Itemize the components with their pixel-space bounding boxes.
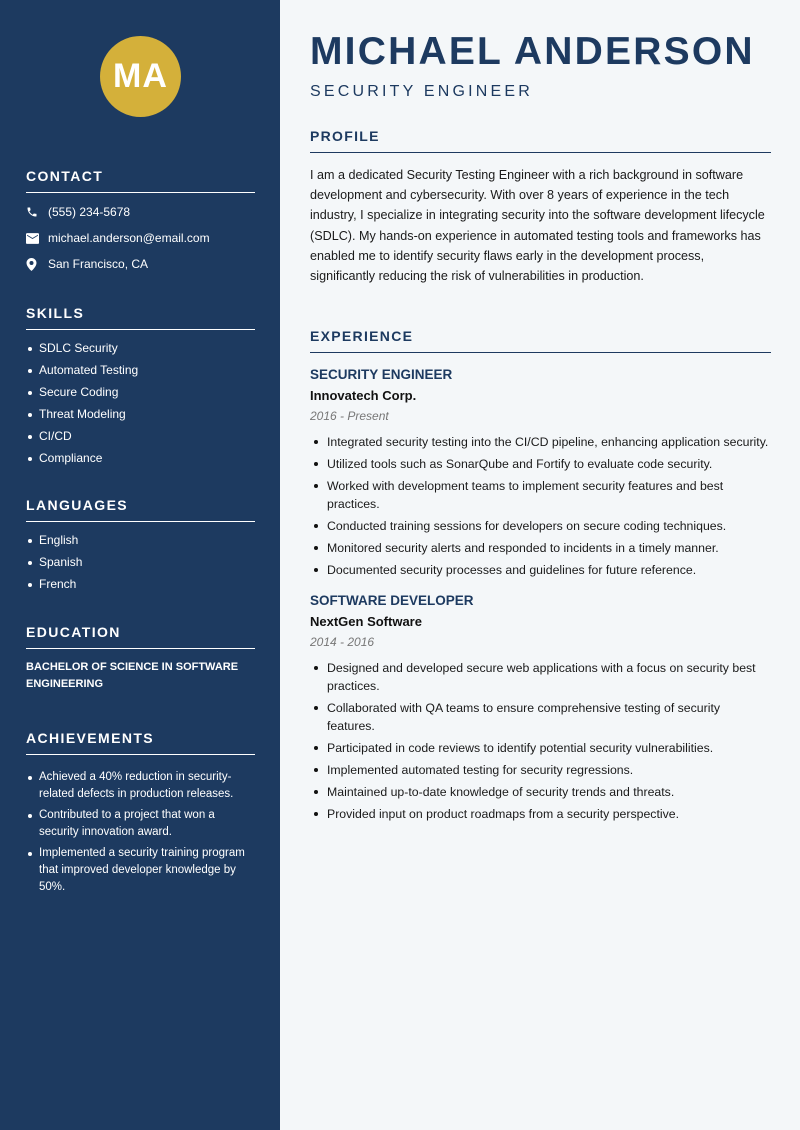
education-degree: BACHELOR OF SCIENCE IN SOFTWARE ENGINEERING [26, 661, 239, 690]
location-pin-icon [26, 258, 48, 271]
job-entry [310, 593, 771, 823]
contact-heading: CONTACT [26, 168, 255, 193]
skill-item: SDLC Security [26, 340, 255, 357]
job-bullet: Provided input on product roadmaps from a security perspective. [310, 805, 771, 823]
job-title: SECURITY ENGINEER [310, 367, 453, 382]
job-bullet: Worked with development teams to implement security features and best practices. [310, 477, 771, 513]
job-bullet: Documented security processes and guidelines for future reference. [310, 561, 771, 579]
skills-section [26, 305, 255, 472]
education-heading: EDUCATION [26, 624, 255, 649]
contact-phone-text: (555) 234-5678 [48, 205, 131, 219]
profile-heading: PROFILE [310, 128, 771, 153]
contact-email [26, 229, 255, 247]
job-bullet: Implemented automated testing for security regressions. [310, 761, 771, 779]
job-bullets [310, 659, 771, 823]
language-item: Spanish [26, 554, 255, 571]
avatar-initials: MA [100, 36, 181, 117]
contact-location-text: San Francisco, CA [48, 257, 149, 271]
skill-item: Threat Modeling [26, 406, 255, 423]
phone-icon [26, 206, 48, 218]
language-item: English [26, 532, 255, 549]
achievements-heading: ACHIEVEMENTS [26, 730, 255, 755]
email-icon [26, 233, 48, 244]
profile-section [310, 128, 771, 286]
profile-text: I am a dedicated Security Testing Engineer with a rich background in software development and cybersecurity. With over 8 years of experience in the tech industry, I specialize in integrating security into the software development lifecycle (SDLC). My hands-on experience in automated testing tools and frameworks has enabled me to identify security flaws early in the development process, significantly reducing the risk of vulnerabilities in production. [310, 168, 765, 284]
experience-section [310, 328, 771, 827]
achievements-section [26, 730, 255, 900]
languages-section [26, 497, 255, 598]
job-bullet: Maintained up-to-date knowledge of security trends and threats. [310, 783, 771, 801]
contact-list [26, 203, 255, 273]
achievement-item: Achieved a 40% reduction in security-related defects in production releases. [26, 769, 255, 803]
job-bullet: Collaborated with QA teams to ensure comprehensive testing of security features. [310, 699, 771, 735]
achievement-item: Implemented a security training program that improved developer knowledge by 50%. [26, 845, 255, 896]
skill-item: CI/CD [26, 428, 255, 445]
contact-email-text: michael.anderson@email.com [48, 231, 210, 245]
skills-heading: SKILLS [26, 305, 255, 330]
job-bullet: Integrated security testing into the CI/CD pipeline, enhancing application security. [310, 433, 771, 451]
job-bullet: Conducted training sessions for developers on secure coding techniques. [310, 517, 771, 535]
skills-list [26, 340, 255, 467]
job-entry [310, 367, 771, 579]
experience-heading: EXPERIENCE [310, 328, 771, 353]
job-bullet: Participated in code reviews to identify potential security vulnerabilities. [310, 739, 771, 757]
languages-heading: LANGUAGES [26, 497, 255, 522]
languages-list [26, 532, 255, 593]
achievements-list [26, 769, 255, 896]
job-bullets [310, 433, 771, 579]
candidate-role: SECURITY ENGINEER [310, 83, 534, 100]
job-bullet: Designed and developed secure web applications with a focus on security best practices. [310, 659, 771, 695]
language-item: French [26, 576, 255, 593]
job-bullet: Utilized tools such as SonarQube and Fortify to evaluate code security. [310, 455, 771, 473]
job-dates: 2016 - Present [310, 409, 389, 423]
education-section [26, 624, 255, 693]
contact-section [26, 168, 255, 281]
job-dates: 2014 - 2016 [310, 635, 375, 649]
achievement-item: Contributed to a project that won a security innovation award. [26, 807, 255, 841]
skill-item: Secure Coding [26, 384, 255, 401]
sidebar [0, 0, 280, 1130]
job-company: Innovatech Corp. [310, 388, 417, 403]
skill-item: Compliance [26, 450, 255, 467]
skill-item: Automated Testing [26, 362, 255, 379]
job-bullet: Monitored security alerts and responded to incidents in a timely manner. [310, 539, 771, 557]
candidate-name: MICHAEL ANDERSON [310, 30, 755, 73]
contact-phone [26, 203, 255, 221]
contact-location [26, 255, 255, 273]
job-title: SOFTWARE DEVELOPER [310, 593, 474, 608]
job-company: NextGen Software [310, 614, 422, 629]
